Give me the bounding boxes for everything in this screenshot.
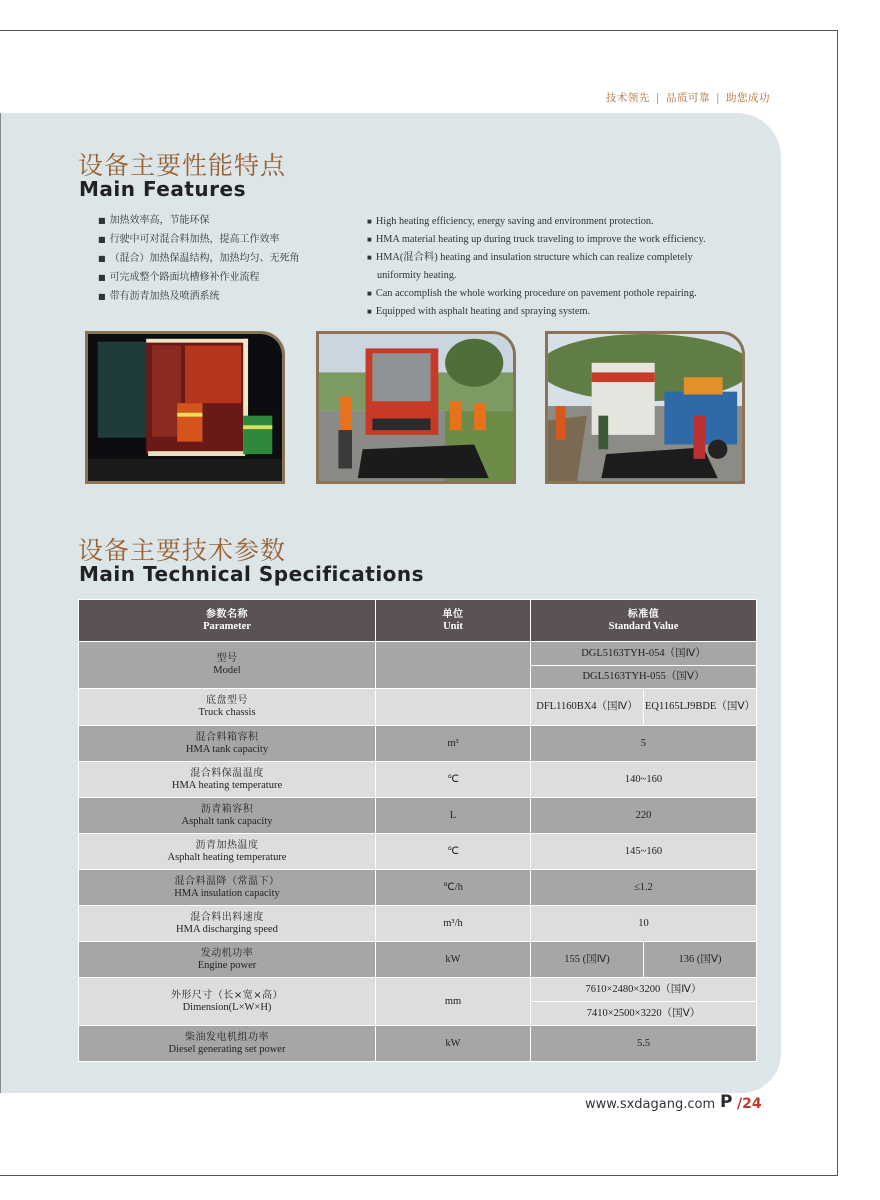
param-cell: 外形尺寸（长×宽×高） Dimension(L×W×H) [79,978,376,1026]
header-unit: 单位 Unit [376,600,531,642]
page-frame-top [0,30,838,31]
value-cell: 136 (国Ⅴ) [644,942,757,978]
unit-cell: L [376,798,531,834]
specs-table [78,599,757,1062]
list-item: uniformity heating. [377,270,457,281]
list-item: ■ （混合）加热保温结构，加热均匀、无死角 [98,253,300,264]
value-cell: EQ1165LJ9BDE（国Ⅴ） [644,689,757,726]
table-row [79,1026,757,1062]
unit-cell: kW [376,942,531,978]
specs-title-cn: 设备主要技术参数 [78,536,287,565]
param-cell: 型号 Model [79,642,376,689]
list-item: ■ 可完成整个路面坑槽修补作业流程 [98,272,260,283]
value-cell: DGL5163TYH-054（国Ⅳ） [531,642,757,666]
header-standard-value: 标准值 Standard Value [531,600,757,642]
unit-cell: mm [376,978,531,1026]
page-frame-left [0,113,1,1093]
value-cell: ≤1.2 [531,870,757,906]
features-list-en [367,213,737,321]
photo-night-operation [85,331,285,484]
value-cell: DGL5163TYH-055（国Ⅴ） [531,666,757,689]
unit-cell [376,689,531,726]
unit-cell: ℃ [376,762,531,798]
param-cell: 混合料温降（常温下） HMA insulation capacity [79,870,376,906]
table-header-row [79,600,757,642]
page-frame-right [837,30,838,1176]
website-url[interactable]: www.sxdagang.com [585,1097,716,1112]
page-marker: P [720,1092,733,1112]
value-cell: 155 (国Ⅳ) [531,942,644,978]
value-cell: 10 [531,906,757,942]
table-row [79,642,757,666]
slogan-item: 品质可靠 [665,92,710,104]
table-row [79,942,757,978]
value-cell: 145~160 [531,834,757,870]
value-cell: 7610×2480×3200（国Ⅳ） [531,978,757,1002]
param-cell: 混合料出料速度 HMA discharging speed [79,906,376,942]
unit-cell: ℃ [376,834,531,870]
specs-title-en: Main Technical Specifications [79,562,425,586]
unit-cell: m³/h [376,906,531,942]
value-cell: 5 [531,726,757,762]
features-list-cn [98,211,300,306]
value-cell: 5.5 [531,1026,757,1062]
unit-cell: m³ [376,726,531,762]
list-item: ■ 加热效率高，节能环保 [98,215,210,226]
unit-cell: ℃/h [376,870,531,906]
param-cell: 沥青箱容积 Asphalt tank capacity [79,798,376,834]
param-cell: 沥青加热温度 Asphalt heating temperature [79,834,376,870]
photo-road-repair-1 [316,331,516,484]
slogan-item: 技术领先 [605,92,650,104]
photo-road-repair-2 [545,331,745,484]
table-row [79,726,757,762]
slogan-item: 助您成功 [726,92,770,104]
list-item: ■ HMA material heating up during truck traveling to improve the work efficiency. [367,234,706,245]
header-slogan: 技术领先 | 品质可靠 | 助您成功 [605,92,770,104]
value-cell: 140~160 [531,762,757,798]
param-cell: 柴油发电机组功率 Diesel generating set power [79,1026,376,1062]
list-item: ■ 带有沥青加热及喷洒系统 [98,291,220,302]
param-cell: 混合料保温温度 HMA heating temperature [79,762,376,798]
table-row [79,834,757,870]
table-row [79,978,757,1002]
list-item: ■ HMA(混合料) heating and insulation structure which can realize completely [367,252,693,263]
unit-cell [376,642,531,689]
list-item: ■ Equipped with asphalt heating and spraying system. [367,306,591,317]
list-item: ■ High heating efficiency, energy saving and environment protection. [367,216,654,227]
page-frame-bottom [0,1175,838,1176]
header-parameter: 参数名称 Parameter [79,600,376,642]
table-row [79,689,757,726]
value-cell: 220 [531,798,757,834]
unit-cell: kW [376,1026,531,1062]
value-cell: DFL1160BX4（国Ⅳ） [531,689,644,726]
param-cell: 发动机功率 Engine power [79,942,376,978]
param-cell: 混合料箱容积 HMA tank capacity [79,726,376,762]
list-item: ■ Can accomplish the whole working procedure on pavement pothole repairing. [367,288,697,299]
table-row [79,762,757,798]
list-item: ■ 行驶中可对混合料加热，提高工作效率 [98,234,280,245]
features-title-cn: 设备主要性能特点 [78,151,287,180]
table-row [79,870,757,906]
table-row [79,798,757,834]
table-row [79,906,757,942]
page-number: /24 [737,1096,762,1112]
param-cell: 底盘型号 Truck chassis [79,689,376,726]
features-title-en: Main Features [79,177,246,201]
value-cell: 7410×2500×3220（国Ⅴ） [531,1002,757,1026]
